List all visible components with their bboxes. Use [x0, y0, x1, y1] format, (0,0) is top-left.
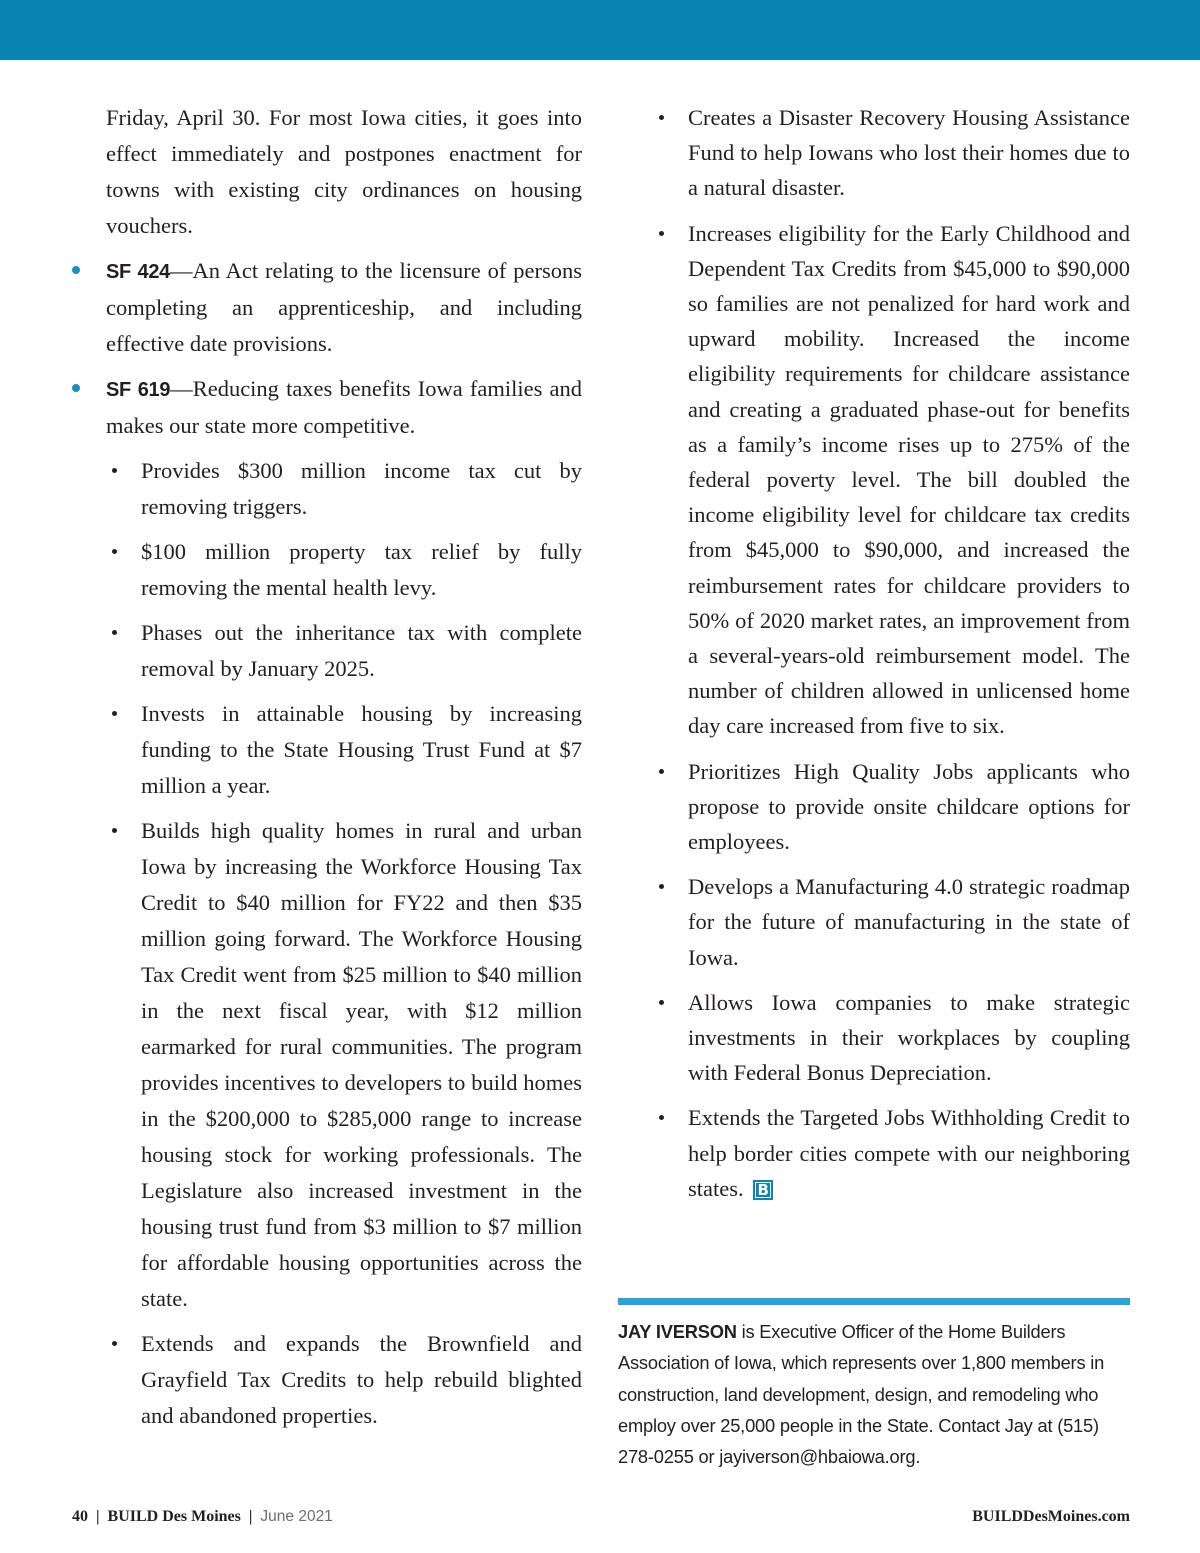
sub-item-brownfield: Extends and expands the Brownfield and Grayfield Tax Credits to help rebuild blighted and abandoned properties. — [141, 1326, 582, 1434]
bill-sf-424 — [106, 253, 582, 362]
list-item-last — [688, 1100, 1130, 1206]
list-item: Develops a Manufacturing 4.0 strategic roadmap for the future of manufacturing in the state of Iowa. — [688, 869, 1130, 975]
left-column — [106, 100, 582, 1434]
bill-sf-619 — [106, 371, 582, 444]
publication-name: BUILD Des Moines — [107, 1508, 241, 1525]
issue-date: June 2021 — [260, 1508, 333, 1525]
footer-separator: | — [248, 1508, 253, 1525]
bill-text: Reducing taxes benefits Iowa families and makes our state more competitive. — [106, 376, 582, 438]
author-name: JAY IVERSON — [618, 1321, 737, 1342]
sub-item-property-tax: $100 million property tax relief by fully removing the mental health levy. — [141, 534, 582, 606]
header-color-bar — [0, 0, 1200, 60]
list-item: Prioritizes High Quality Jobs applicants who propose to provide onsite childcare options for employees. — [688, 754, 1130, 860]
website-url: BUILDDesMoines.com — [972, 1508, 1130, 1525]
bio-divider — [618, 1298, 1130, 1305]
sub-item-income-tax: Provides $300 million income tax cut by removing triggers. — [141, 453, 582, 525]
footer-separator: | — [96, 1508, 100, 1525]
author-bio — [618, 1316, 1138, 1472]
sub-item-workforce-housing: Builds high quality homes in rural and urban Iowa by increasing the Workforce Housing Tax Credit to $40 million for FY22 and then $35 million going forward. The Workforce Housing Tax Credit went from $25 million to $40 million in the next fiscal year, with $12 million earmarked for rural communities. The program provides incentives to developers to build homes in the $200,000 to $285,000 range to increase housing stock for working professionals. The Legislature also increased investment in the housing trust fund from $3 million to $7 million for affordable housing opportunities across the state. — [141, 813, 582, 1317]
right-column — [688, 100, 1130, 1206]
bill-code: SF 424 — [106, 261, 170, 283]
author-bio-text: is Executive Officer of the Home Builders Association of Iowa, which represents over 1,800 members in construction, land development, design, and remodeling who employ over 25,000 people in the State. Contact Jay at (515) 278-0255 or jayiverson@hbaiowa.org. — [618, 1321, 1105, 1468]
bill-code: SF 619 — [106, 379, 171, 401]
bill-dash: — — [170, 376, 193, 401]
intro-paragraph: Friday, April 30. For most Iowa cities, it goes into effect immediately and postpones enactment for towns with existing city ordinances on housing vouchers. — [106, 105, 582, 238]
sub-item-housing-trust: Invests in attainable housing by increasing funding to the State Housing Trust Fund at $7 million a year. — [141, 696, 582, 804]
list-item: Increases eligibility for the Early Childhood and Dependent Tax Credits from $45,000 to $90,000 so families are not penalized for hard work and upward mobility. Increased the income eligibility requirements for childcare assistance and creating a graduated phase-out for benefits as a family’s income rises up to 275% of the federal poverty level. The bill doubled the income eligibility level for childcare tax credits from $45,000 to $90,000, and increased the reimbursement rates for childcare providers to 50% of 2020 market rates, an improvement from a several-years-old reimbursement model. The number of children allowed in unlicensed home day care increased from five to six. — [688, 216, 1130, 744]
page-number: 40 — [72, 1508, 88, 1525]
footer-left — [72, 1508, 333, 1526]
bill-dash: — — [169, 258, 193, 283]
sub-item-inheritance-tax: Phases out the inheritance tax with complete removal by January 2025. — [141, 615, 582, 687]
list-item-text: Extends the Targeted Jobs Withholding Credit to help border cities compete with our neighboring states. — [688, 1105, 1130, 1201]
bill-text: An Act relating to the licensure of persons completing an apprenticeship, and including effective date provisions. — [106, 258, 582, 356]
end-of-article-icon: B — [753, 1180, 773, 1200]
list-item: Allows Iowa companies to make strategic investments in their workplaces by coupling with Federal Bonus Depreciation. — [688, 985, 1130, 1091]
list-item: Creates a Disaster Recovery Housing Assistance Fund to help Iowans who lost their homes due to a natural disaster. — [688, 100, 1130, 206]
